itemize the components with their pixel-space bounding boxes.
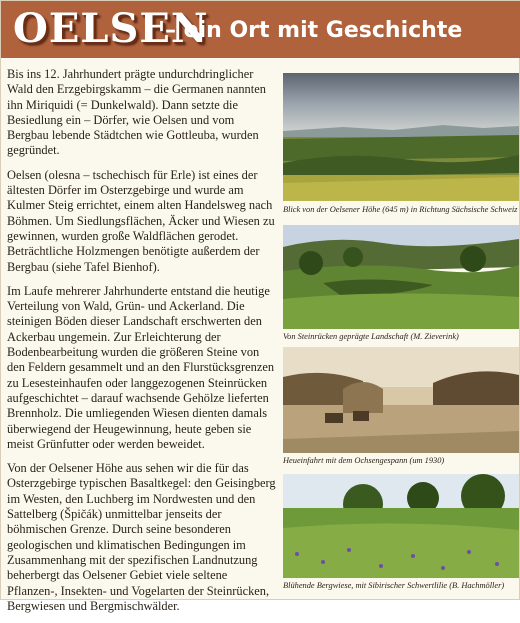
- paragraph-land-use: Im Laufe mehrerer Jahrhunderte entstand die heutige Verteilung von Wald, Grün- und Ackerland. Die steinigen Böden dieser Landschaft erschwerten den Ackerbau ungemein. Zur Erleichterung der Bodenbearbeitung wurden die größeren Steine von den Feldern gesammelt und an den Flurstücksgrenzen zu Lesesteinhaufen oder langgezogenen Steinrücken aufgeschichtet – darauf wachsende Gehölze lieferten Brennholz. Die umliegenden Wiesen dienten damals überwiegend der Heugewinnung, heute geben sie meist Grünfutter oder werden beweidet.: [7, 283, 275, 451]
- text-column: [7, 67, 279, 623]
- title-subtitle: – ein Ort mit Geschichte: [165, 18, 463, 43]
- paragraph-village-origin: Oelsen (olesna – tschechisch für Erle) ist eines der ältesten Dörfer im Osterzgebirge und wurde am Kulmer Steig errichtet, einem alten Handelsweg nach Böhmen. Um Siedlungsflächen, Äcker und Wiesen zu gewinnen, wurden große Waldflächen gerodet. Beträchtliche Holzmengen benötigte außerdem der Bergbau (siehe Tafel Bienhof).: [7, 167, 275, 274]
- title-banner: [1, 1, 520, 58]
- paragraph-history: Bis ins 12. Jahrhundert prägte undurchdringlicher Wald den Erzgebirgskamm – die Germanen nannten ihn Miriquidi (= Dunkelwald). Dann setzte die Besiedlung ein – Dörfer, wie Oelsen und vom Bergbau lebende Städtchen wie Gottleuba, wurden gegründet.: [7, 67, 266, 158]
- title-oelsen: OELSEN: [13, 5, 209, 52]
- landscape-photo-1: [283, 73, 519, 201]
- photo-historic-hay-harvest: [283, 347, 519, 453]
- photo-steinruecken-landscape: [283, 225, 519, 329]
- sepia-photo-3: [283, 347, 519, 453]
- caption-photo-4: Blühende Bergwiese, mit Sibirischer Schwertlilie (B. Hachmöller): [283, 581, 505, 590]
- meadow-photo-4: [283, 474, 519, 578]
- caption-photo-3: Heueinfahrt mit dem Ochsengespann (um 1930): [283, 456, 445, 465]
- photo-mountain-meadow: [283, 474, 519, 578]
- landscape-photo-2: [283, 225, 519, 329]
- paragraph-view-nature: Von der Oelsener Höhe aus sehen wir die für das Osterzgebirge typischen Basaltkegel: den Geisingberg im Westen, den Luchberg im Nordwesten und den Sattelberg (Špičák) unmittelbar jenseits der böhmischen Grenze. Durch seine besonderen geologischen und klimatischen Bedingungen im Zusammenhang mit der spezifischen Landnutzung beherbergt das Oelsener Gebiet viele seltene Pflanzen-, Insekten- und Vogelarten der Steinrücken, Bergwiesen und Bergmischwälder.: [7, 461, 276, 613]
- caption-photo-2: Von Steinrücken geprägte Landschaft (M. Zieverink): [283, 332, 459, 341]
- photo-view-saxon-switzerland: [283, 73, 519, 201]
- caption-photo-1: Blick von der Oelsener Höhe (645 m) in Richtung Sächsische Schweiz: [283, 205, 518, 214]
